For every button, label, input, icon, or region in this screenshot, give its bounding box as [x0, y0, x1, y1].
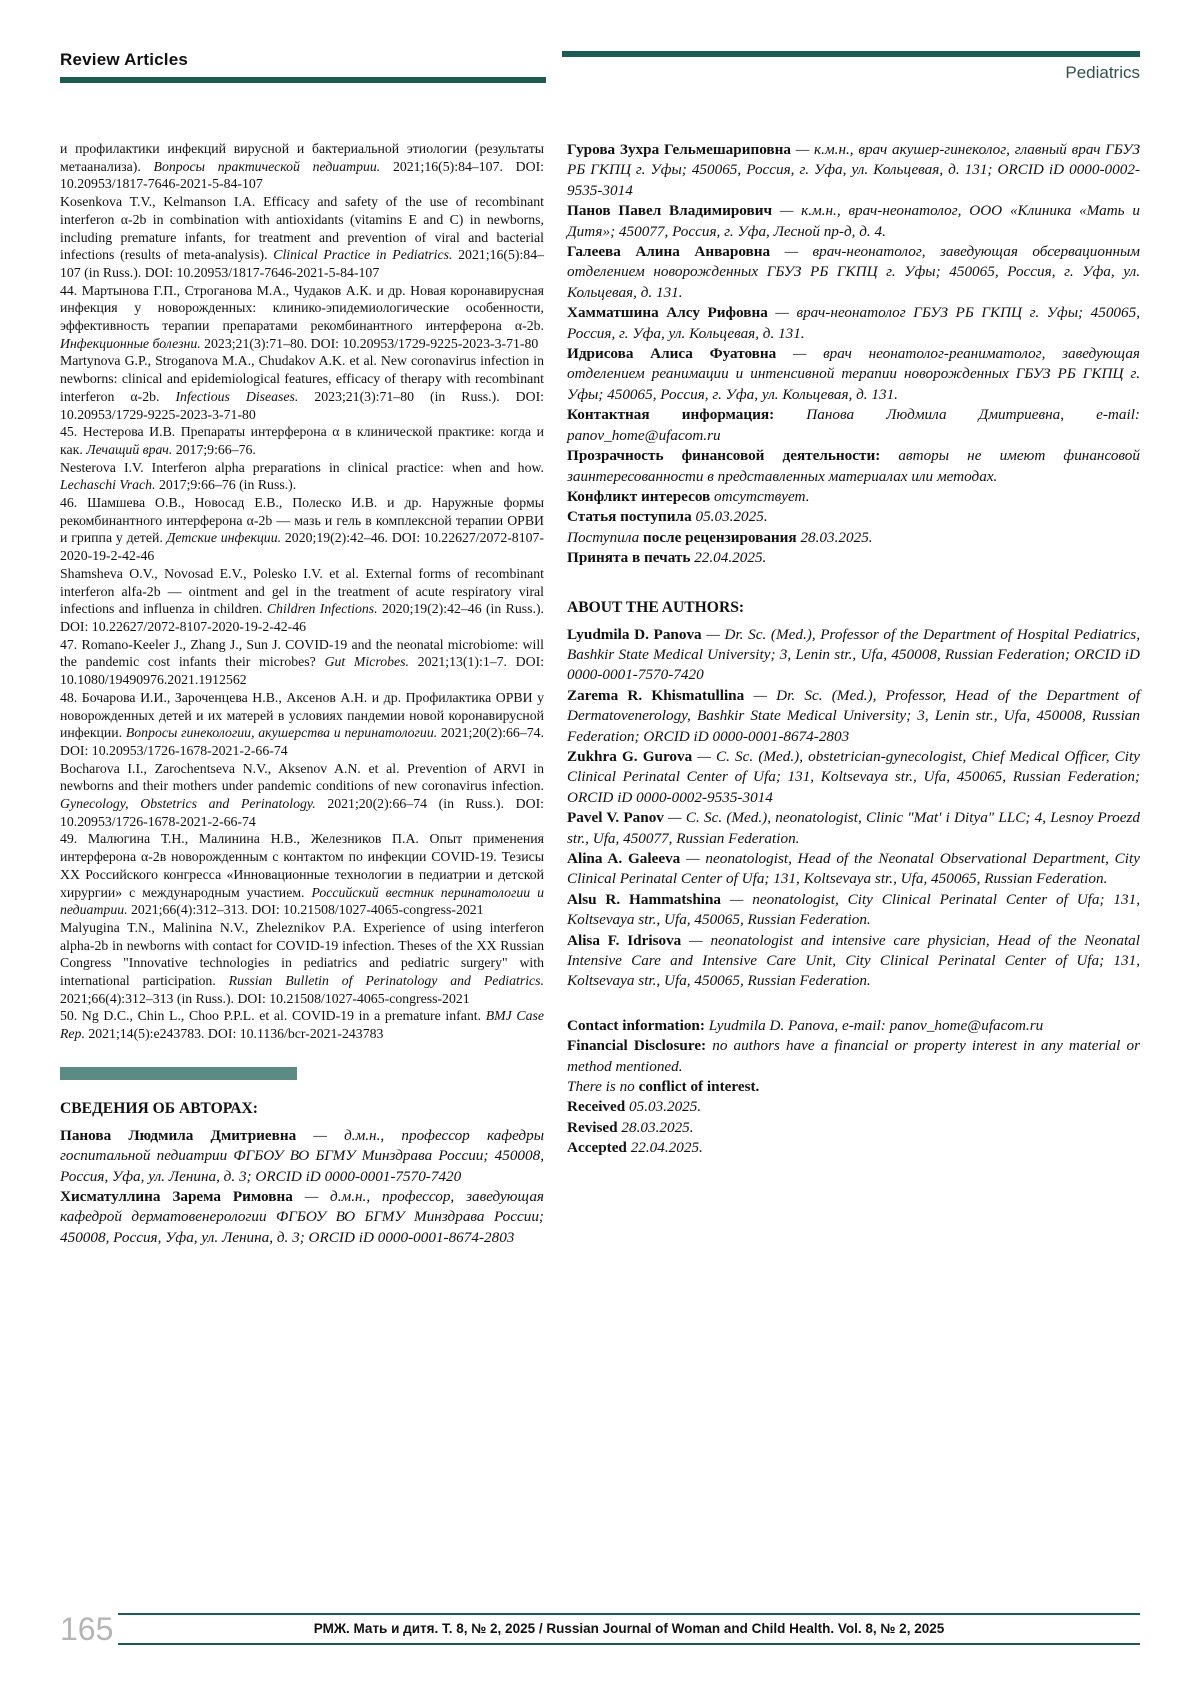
reference-entry	[60, 140, 544, 193]
text-run: 2021;20(2):66–74. DOI: 10.20953/1726-1678-2021-2-66-74	[60, 725, 544, 758]
text-run: Панов Павел Владимирович	[567, 202, 780, 220]
text-run: 2021;13(1):1–7. DOI: 10.1080/19490976.2021.1912562	[60, 654, 545, 688]
right-column	[567, 140, 1140, 1248]
text-run: Хисматуллина Зарема Римовна	[60, 1188, 305, 1206]
text-run: Clinical Practice in Pediatrics.	[273, 247, 459, 263]
text-run: 2017;9:66–76 (in Russ.).	[158, 477, 297, 493]
text-run: Панова Людмила Дмитриевна, e-mail: panov_home@ufacom.ru	[567, 406, 1140, 444]
text-run: — neonatologist and intensive care physician, Head of the Neonatal Intensive Care and Intensive Care Unit, City Clinical Perinatal Center of Ufa; 131, Koltsevaya str., Ufa, 450065, Russian Federation.	[567, 931, 1140, 990]
author-entry	[567, 625, 1140, 686]
text-run: Alina A. Galeeva	[567, 850, 687, 867]
author-entry	[567, 303, 1140, 344]
author-entry	[567, 890, 1140, 931]
text-run: 2023;21(3):71–80. DOI: 10.20953/1729-9225-2023-3-71-80	[204, 335, 539, 351]
text-run: 28.03.2025.	[621, 1118, 694, 1136]
meta-line	[567, 507, 1140, 527]
reference-entry	[60, 494, 544, 565]
text-run: Gut Microbes.	[324, 654, 418, 670]
text-run: после рецензирования	[643, 528, 801, 546]
text-run: There is no	[567, 1078, 639, 1096]
text-run: и профилактики инфекций вирусной и бактериальной этиологии (результаты метаанализа).	[60, 141, 544, 174]
page-content	[60, 140, 1140, 1248]
text-run: Поступила	[567, 528, 644, 546]
text-run: 05.03.2025.	[629, 1098, 702, 1116]
text-run: Zukhra G. Gurova	[567, 747, 698, 765]
text-run: авторы не имеют финансовой заинтересованности в представленных материалах или методах.	[567, 447, 1140, 485]
authors-ru-list-left	[60, 1126, 544, 1248]
author-entry	[567, 747, 1140, 808]
footer-journal-info-box	[118, 1613, 1140, 1645]
text-run: Infectious Diseases.	[175, 388, 315, 404]
author-entry	[60, 1126, 544, 1187]
text-run: 2017;9:66–76.	[175, 441, 256, 457]
text-run: Lyudmila D. Panova, e-mail: panov_home@ufacom.ru	[708, 1016, 1044, 1034]
text-run: — врач-неонатолог, заведующая обсервационным отделением новорожденных ГБУЗ РБ ГКПЦ г. Уфы; 450065, Россия, г. Уфа, ул. Кольцевая, д. 131.	[567, 243, 1140, 301]
header-rule-right	[562, 51, 1140, 57]
text-run: Детские инфекции.	[166, 530, 285, 546]
author-entry	[567, 140, 1140, 201]
text-run: Children Infections.	[266, 601, 382, 617]
header-left-block	[60, 50, 546, 83]
page-footer	[60, 1613, 1140, 1645]
text-run: — C. Sc. (Med.), obstetrician-gynecologist, Chief Medical Officer, City Clinical Perinatal Center of Ufa; 131, Koltsevaya str., Ufa, 450065, Russian Federation; ORCID iD 0000-0002-9535-3014	[567, 747, 1140, 806]
footer-journal-info: РМЖ. Мать и дитя. Т. 8, № 2, 2025 / Russian Journal of Woman and Child Health. Vol. 8, № 2, 2025	[313, 1621, 945, 1636]
text-run: BMJ Case Rep.	[60, 1008, 544, 1042]
authors-ru-section-title: СВЕДЕНИЯ ОБ АВТОРАХ:	[60, 1099, 258, 1117]
author-entry	[567, 849, 1140, 890]
article-meta-en	[567, 1016, 1140, 1159]
text-run: 2023;21(3):71–80 (in Russ.). DOI: 10.20953/1729-9225-2023-3-71-80	[60, 388, 544, 422]
authors-ru-list-right	[567, 140, 1140, 405]
text-run: conflict of interest.	[638, 1078, 760, 1096]
text-run: Martynova G.P., Stroganova M.A., Chudakov A.K. et al. New coronavirus infection in newborns: clinical and epidemiological features, efficacy of therapy with recombinant interferon α-2b.	[60, 353, 544, 404]
text-run: Gynecology, Obstetrics and Perinatology.	[60, 796, 328, 812]
text-run: — neonatologist, Head of the Neonatal Observational Department, City Clinical Perinatal Center of Ufa; 131, Koltsevaya str., Ufa, 450065, Russian Federation.	[567, 850, 1140, 888]
text-run: 45. Нестерова И.В. Препараты интерферона α в клинической практике: когда и как.	[60, 424, 544, 457]
header-rule-left	[60, 77, 546, 83]
header-right-block	[546, 51, 1140, 83]
meta-line	[567, 528, 1140, 548]
text-run: Гурова Зухра Гельмешариповна	[567, 141, 796, 158]
text-run: Хамматшина Алсу Рифовна	[567, 304, 776, 322]
text-run: Bocharova I.I., Zarochentseva N.V., Aksenov A.N. et al. Prevention of ARVI in newborns and their mothers under pandemic conditions of new coronavirus infection.	[60, 760, 544, 794]
author-entry	[567, 808, 1140, 849]
reference-entry	[60, 352, 544, 423]
text-run: Инфекционные болезни.	[60, 335, 205, 351]
text-run: Галеева Алина Анваровна	[567, 243, 785, 261]
reference-entry	[60, 919, 544, 1008]
authors-en-section-title: ABOUT THE AUTHORS:	[567, 598, 745, 616]
text-run: Kosenkova T.V., Kelmanson I.A. Efficacy and safety of the use of recombinant interferon α-2b in combination with antioxidants (vitamins E and C) in newborns, including premature infants, for treatment and prevention of viral and bacterial infections (results of meta-analysis).	[60, 194, 544, 263]
reference-entry	[60, 1007, 544, 1042]
authors-en-list	[567, 625, 1140, 992]
text-run: Вопросы практической педиатрии.	[153, 158, 393, 174]
text-run: Вопросы гинекологии, акушерства и перинатологии.	[125, 725, 441, 741]
meta-line	[567, 1036, 1140, 1077]
text-run: — neonatologist, City Clinical Perinatal Center of Ufa; 131, Koltsevaya str., Ufa, 450065, Russian Federation.	[567, 890, 1140, 929]
meta-line	[567, 548, 1140, 568]
text-run: Malyugina T.N., Malinina N.V., Zheleznikov P.A. Experience of using interferon alpha-2b in newborns with contact for COVID-19 infection. Theses of the XX Russian Congress "Innovative technologies in pediatrics and pediatric surgery" with international participation.	[60, 919, 544, 989]
author-entry	[567, 344, 1140, 405]
text-run: Lyudmila D. Panova	[567, 625, 707, 643]
text-run: Прозрачность финансовой деятельности:	[567, 447, 899, 465]
text-run: Received	[567, 1098, 629, 1116]
left-column	[60, 140, 544, 1248]
text-run: Zarema R. Khismatullina	[567, 686, 754, 704]
author-entry	[567, 931, 1140, 992]
text-run: отсутствует.	[714, 487, 810, 505]
text-run: Идрисова Алиса Фуатовна	[567, 345, 793, 363]
text-run: 2020;19(2):42–46. DOI: 10.22627/2072-8107-2020-19-2-42-46	[60, 530, 544, 564]
text-run: Принята в печать	[567, 549, 695, 567]
article-meta-ru	[567, 405, 1140, 568]
reference-entry	[60, 459, 544, 494]
text-run: — врач неонатолог-реаниматолог, заведующая отделением реанимации и интенсивной терапии новорожденных ГБУЗ РБ ГКПЦ г. Уфы; 450065, Россия, г. Уфа, ул. Кольцевая, д. 131.	[567, 345, 1140, 403]
reference-entry	[60, 689, 544, 760]
text-run: Shamsheva O.V., Novosad E.V., Polesko I.V. et al. External forms of recombinant interferon alfa-2b — ointment and gel in the treatment of acute respiratory viral infections and influenza in children.	[60, 565, 544, 617]
author-entry	[567, 686, 1140, 747]
text-run: Accepted	[567, 1139, 631, 1157]
text-run: 2021;20(2):66–74 (in Russ.). DOI: 10.20953/1726-1678-2021-2-66-74	[60, 796, 544, 829]
text-run: 2021;66(4):312–313 (in Russ.). DOI: 10.21508/1027-4065-congress-2021	[60, 990, 470, 1006]
reference-entry	[60, 760, 544, 831]
text-run: 22.04.2025.	[694, 549, 767, 567]
meta-line	[567, 487, 1140, 507]
text-run: Статья поступила	[567, 508, 696, 526]
text-run: — д.м.н., профессор кафедры госпитальной педиатрии ФГБОУ ВО БГМУ Минздрава России; 450008, Россия, Уфа, ул. Ленина, д. 3; ORCID iD 0000-0001-7570-7420	[60, 1126, 544, 1185]
text-run: Панова Людмила Дмитриевна	[60, 1126, 314, 1144]
text-run: Lechaschi Vrach.	[60, 477, 159, 493]
meta-line	[567, 446, 1140, 487]
header-rubric-title: Pediatrics	[1065, 63, 1140, 82]
reference-entry	[60, 636, 544, 689]
meta-line	[567, 405, 1140, 446]
text-run: Contact information:	[567, 1016, 709, 1034]
meta-line	[567, 1118, 1140, 1138]
text-run: — к.м.н., врач-неонатолог, ООО «Клиника «Мать и Дитя»; 450077, Россия, г. Уфа, Лесной пр-д, д. 4.	[567, 202, 1140, 240]
text-run: Financial Disclosure:	[567, 1037, 713, 1055]
text-run: — д.м.н., профессор, заведующая кафедрой дерматовенерологии ФГБОУ ВО БГМУ Минздрава России; 450008, Россия, Уфа, ул. Ленина, д. 3; ORCID iD 0000-0001-8674-2803	[60, 1188, 544, 1246]
reference-entry	[60, 193, 544, 282]
section-divider-bar	[60, 1067, 297, 1080]
text-run: — C. Sc. (Med.), neonatologist, Clinic "Mat' i Ditya" LLC; 4, Lesnoy Proezd str., Ufa, 450077, Russian Federation.	[567, 809, 1140, 847]
text-run: 50. Ng D.C., Chin L., Choo P.P.L. et al. COVID-19 in a premature infant.	[60, 1008, 486, 1024]
text-run: 2021;14(5):e243783. DOI: 10.1136/bcr-2021-243783	[88, 1026, 384, 1042]
meta-line	[567, 1097, 1140, 1117]
meta-line	[567, 1138, 1140, 1158]
text-run: 22.04.2025.	[630, 1139, 703, 1157]
author-entry	[567, 201, 1140, 242]
text-run: Pavel V. Panov	[567, 809, 669, 827]
text-run: 2021;16(5):84–107. DOI: 10.20953/1817-7646-2021-5-84-107	[60, 158, 544, 192]
text-run: Russian Bulletin of Perinatology and Pediatrics.	[228, 973, 544, 989]
text-run: — Dr. Sc. (Med.), Professor of the Department of Hospital Pediatrics, Bashkir State Medical University; 3, Lenin str., Ufa, 450008, Russian Federation; ORCID iD 0000-0001-7570-7420	[567, 625, 1140, 684]
text-run: 46. Шамшева О.В., Новосад Е.В., Полеско И.В. и др. Наружные формы рекомбинантного интерферона α-2b — мазь и гель в комплексной терапии ОРВИ и гриппа у детей.	[60, 495, 544, 546]
text-run: 05.03.2025.	[695, 508, 768, 526]
text-run: Nesterova I.V. Interferon alpha preparations in clinical practice: when and how.	[60, 459, 544, 475]
text-run: Alsu R. Hammatshina	[567, 890, 730, 908]
text-run: 44. Мартынова Г.П., Строганова М.А., Чудаков А.К. и др. Новая коронавирусная инфекция у новорожденных: клинико-эпидемиологические особенности, эффективность терапии препаратами рекомбинантного интерферона α-2b.	[60, 282, 544, 334]
text-run: — врач-неонатолог ГБУЗ РБ ГКПЦ г. Уфы; 450065, Россия, г. Уфа, ул. Кольцевая, д. 131.	[567, 304, 1140, 342]
text-run: Контактная информация:	[567, 406, 807, 424]
page-number: 165	[60, 1611, 114, 1647]
text-run: 48. Бочарова И.И., Зароченцева Н.В., Аксенов А.Н. и др. Профилактика ОРВИ у новорожденных детей и их матерей в условиях пандемии новой коронавирусной инфекции.	[60, 689, 544, 741]
meta-line	[567, 1016, 1140, 1036]
text-run: 49. Малюгина Т.Н., Малинина Н.В., Железников П.А. Опыт применения интерферона α-2в новорожденным с контактом по инфекции COVID-19. Тезисы XX Российского конгресса «Инновационные технологии в педиатрии и детской хирургии» с международным участием.	[60, 831, 544, 900]
text-run: — к.м.н., врач акушер-гинеколог, главный врач ГБУЗ РБ ГКПЦ г. Уфы; 450065, Россия, г. Уфа, ул. Кольцевая, д. 131; ORCID iD 0000-0002-9535-3014	[567, 141, 1140, 199]
reference-entry	[60, 423, 544, 458]
text-run: 28.03.2025.	[800, 528, 873, 546]
header-section-title: Review Articles	[60, 50, 189, 69]
meta-line	[567, 1077, 1140, 1097]
text-run: Alisa F. Idrisova	[567, 931, 690, 949]
page-header	[60, 50, 1140, 83]
text-run: — Dr. Sc. (Med.), Professor, Head of the Department of Dermatovenerology, Bashkir State Medical University; 3, Lenin str., Ufa, 450008, Russian Federation; ORCID iD 0000-0001-8674-2803	[567, 686, 1141, 745]
reference-entry	[60, 830, 544, 919]
text-run: 2020;19(2):42–46 (in Russ.). DOI: 10.22627/2072-8107-2020-19-2-42-46	[60, 601, 544, 634]
text-run: 2021;66(4):312–313. DOI: 10.21508/1027-4065-congress-2021	[131, 902, 484, 918]
author-entry	[567, 242, 1140, 303]
reference-entry	[60, 282, 544, 353]
reference-entry	[60, 565, 544, 636]
references-list	[60, 140, 544, 1043]
text-run: Лечащий врач.	[86, 441, 176, 457]
author-entry	[60, 1187, 544, 1248]
text-run: Конфликт интересов	[567, 487, 715, 505]
text-run: Российский вестник перинатологии и педиатрии.	[60, 884, 544, 918]
text-run: 47. Romano-Keeler J., Zhang J., Sun J. COVID-19 and the neonatal microbiome: will the pandemic cost infants their microbes?	[60, 636, 544, 670]
text-run: 2021;16(5):84–107 (in Russ.). DOI: 10.20953/1817-7646-2021-5-84-107	[60, 247, 544, 280]
text-run: no authors have a financial or property interest in any material or method mentioned.	[567, 1037, 1140, 1075]
text-run: Revised	[567, 1118, 622, 1136]
